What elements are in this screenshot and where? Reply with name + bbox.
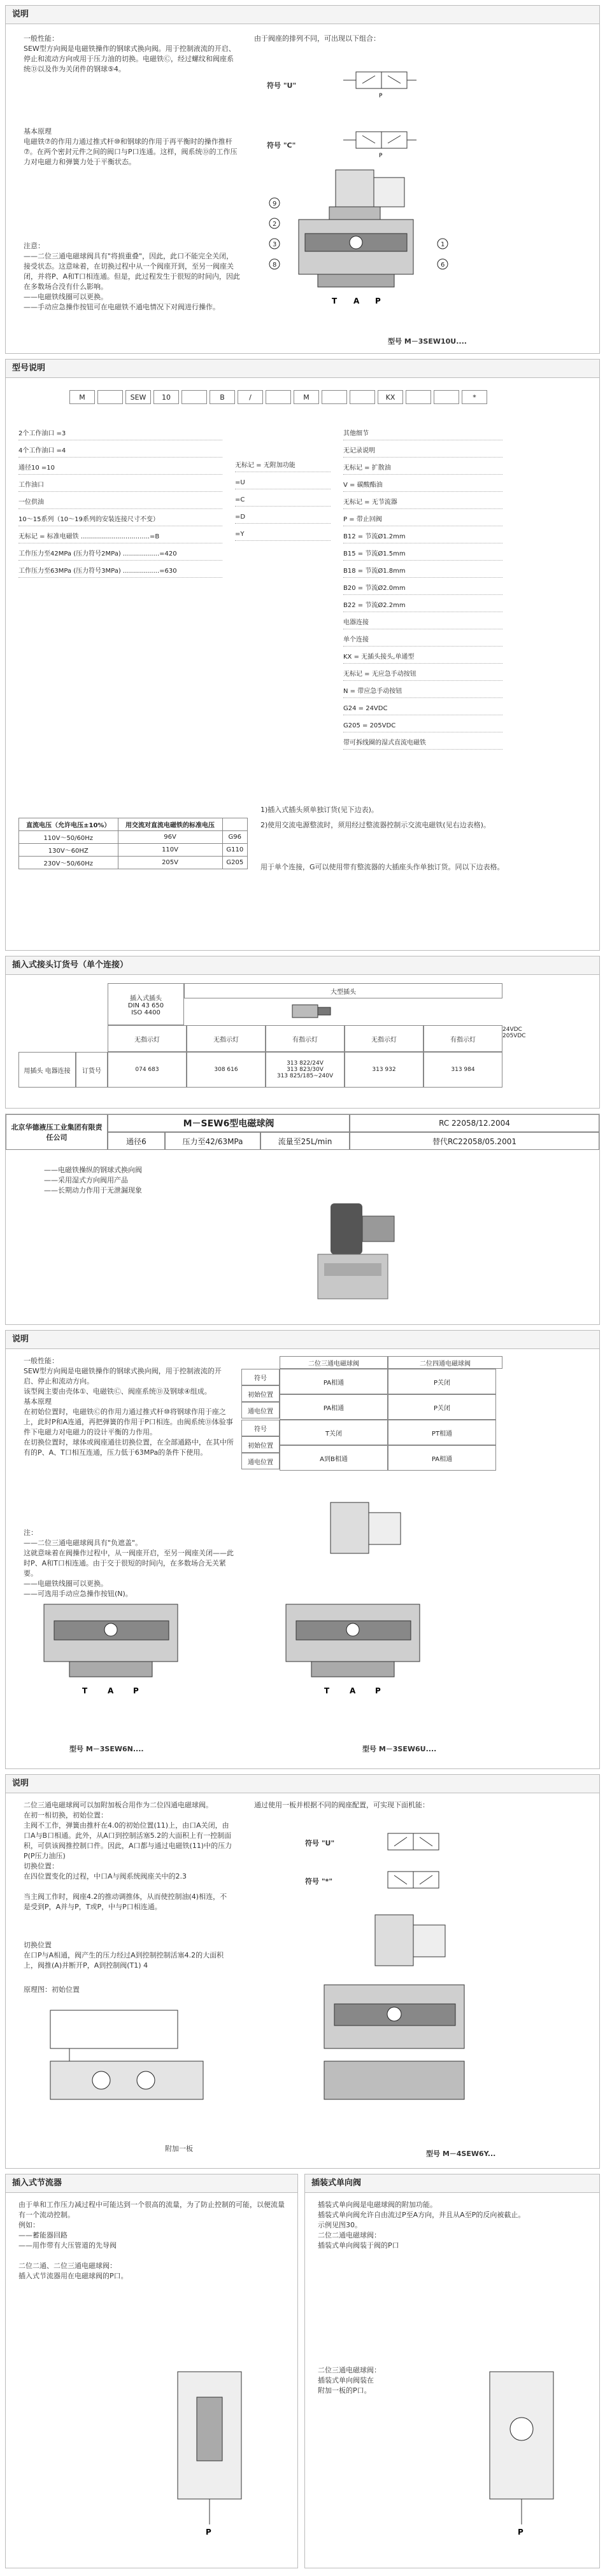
voltage-th-3 (222, 818, 247, 831)
function-cell: PT相通 (388, 1420, 496, 1445)
code-cell: M (294, 390, 319, 404)
option-item: 无记录说明 (343, 447, 502, 458)
code-cell: 10 (153, 390, 179, 404)
symbol-u-label: 符号 "U" (305, 1839, 335, 1847)
note-3: 用于单个连接，G可以使用带有整流器的大插座头作单独订货。同以下边表格。 (260, 863, 504, 871)
plug-order-value: 313 984 (424, 1052, 502, 1088)
throttle-text: 由于单和工作压力减过程中可能达到一个很高的流量，为了防止控制的可能，以便流量有一个流动控制。 例如： ——蓄能器回路 ——用作带有大压管道的先导阀 二位二通、二位三通电磁球阀： 插入式节流器用在电磁球阀的P口。 (18, 2201, 285, 2280)
spec-size: 通径6 (108, 1132, 165, 1150)
type-label-u: 型号 M－3SEW6U.... (362, 1745, 437, 1753)
svg-text:6: 6 (441, 262, 445, 269)
svg-text:T: T (82, 1686, 88, 1695)
code-cell (322, 390, 347, 404)
svg-text:8: 8 (273, 262, 277, 269)
function-cell: PA相通 (388, 1445, 496, 1471)
code-cell: M (69, 390, 95, 404)
type-label-n: 型号 M－3SEW6N.... (69, 1745, 144, 1753)
voltage-th-2: 用交流对直流电磁铁的标准电压 (118, 818, 222, 831)
section-title: 说明 (6, 6, 599, 24)
valve-section-n-icon (18, 1585, 210, 1725)
plug-col-head: 无指示灯 (108, 1025, 187, 1052)
voltage-th-1: 直流电压（允许电压±10%） (19, 818, 118, 831)
symbol-c-label: 符号 "*" (305, 1877, 333, 1886)
section-title: 插入式接头订货号（单个连接） (6, 956, 599, 975)
note-2: 2)使用交流电源整流时，须用经过整流器控制示交流电磁铁(见右边表格)。 (260, 821, 490, 829)
plug-col-head: 有指示灯 (266, 1025, 345, 1052)
svg-text:3: 3 (273, 241, 277, 248)
section-description-2 (5, 1330, 600, 1769)
option-item: 单个连接 (343, 636, 502, 647)
bullet-2: ——采用湿式方向阀用产品 (44, 1176, 128, 1184)
option-item: 其他细节 (343, 430, 502, 440)
svg-text:A: A (350, 1686, 356, 1695)
section-check-valve (304, 2174, 600, 2568)
function-row-label: 初始位置 (241, 1385, 280, 1402)
code-cell (266, 390, 291, 404)
function-row-label: 符号 (241, 1369, 280, 1385)
volt-tag: 24VDC (502, 1026, 522, 1033)
function-cell: A到B相通 (280, 1445, 388, 1471)
option-item: 一位供油 (18, 498, 222, 509)
code-cell (434, 390, 459, 404)
note-text: 注意： ——二位三通电磁球阀具有"将损重叠"，因此，此口不能完全关闭，接受状态。这意味着，在切换过程中从一个阀座开到，至另一阀座关闭，并将P、A和T口相连通。但是，此过程发生于很短的时间内，因此在多数场合没有什么影响。 ——电磁铁线圈可以更换。 ——手动应急操作按钮可在电磁铁不通电情况下对阀进行操作。 (24, 242, 240, 311)
option-item: =D (235, 513, 331, 524)
option-item: 无标记 = 无附加功能 (235, 461, 331, 472)
right-option-list (343, 430, 502, 756)
combination-caption: 由于阀座的排列不同，可出现以下组合： (254, 34, 380, 43)
note-text: 注： ——二位三通电磁球阀具有"负遮盖"。 这就意味着在阀操作过程中，从一阀座开启，至另一阀座关闭——此时P、A和T口相连通。由于交于很短的时间内，在多数场合无关紧要。 ——电磁铁线圈可以更换。 ——可选用手动应急操作按钮(N)。 (24, 1529, 234, 1598)
section-throttle-insert (5, 2174, 298, 2568)
section-title: 插装式单向阀 (305, 2174, 599, 2193)
basic-principle-text: 基本原理 电磁铁⑦的作用力通过推式杆⑩和钢球的作用于再平衡时的操作推杆⑦。在两个密封元件之间的阀口与P口连通。这样，阀系统Ⓓ的工作压力对电磁力和弹簧力处于平衡状态。 (24, 127, 238, 166)
right-caption: 通过使用一板并根据不同的阀座配置，可实现下面机能： (254, 1801, 429, 1809)
function-cell: PA相通 (280, 1394, 388, 1420)
option-item: 工作油口 (18, 481, 222, 492)
code-cell (406, 390, 431, 404)
svg-text:9: 9 (273, 200, 277, 207)
mid-option-list (235, 461, 331, 547)
type-label-y: 型号 M－4SEW6Y... (426, 2150, 496, 2158)
throttle-insert-icon (159, 2359, 260, 2537)
plug-head-left: 插入式插头 DIN 43 650 ISO 4400 (108, 983, 184, 1025)
code-cell (350, 390, 375, 404)
section-product-header (5, 1114, 600, 1325)
option-item: B18 = 节流Ø1.8mm (343, 567, 502, 578)
function-row-label: 通电位置 (241, 1453, 280, 1469)
check-valve-text: 插装式单向阀是电磁球阀的附加功能。 插装式单向阀允许自由流过P至A方向，并且从A至P的反向被截止。 示例见图30。 二位二通电磁球阀： 插装式单向阀装于阀的P口 (318, 2201, 525, 2250)
svg-text:P: P (379, 93, 383, 99)
svg-text:P: P (379, 153, 383, 159)
option-item: P = 带止回阀 (343, 515, 502, 526)
option-item: B20 = 节流Ø2.0mm (343, 584, 502, 595)
option-item: =C (235, 496, 331, 507)
svg-text:P: P (206, 2528, 211, 2537)
option-item: B12 = 节流Ø1.2mm (343, 533, 502, 543)
option-item: N = 带应急手动按钮 (343, 687, 502, 698)
volt-tag: 205VDC (502, 1033, 526, 1039)
option-item: 无标记 = 标准电磁铁 ..................................=B (18, 533, 222, 543)
plug-col-head: 无指示灯 (345, 1025, 424, 1052)
schematic-initial-icon (25, 1998, 229, 2144)
section-plug-order (5, 956, 600, 1109)
order-label: 订货号 (76, 1052, 108, 1088)
valve-symbol-c-icon (337, 124, 420, 162)
check-valve-icon (471, 2359, 573, 2537)
function-cell: P关闭 (388, 1394, 496, 1420)
option-item: 通径10 =10 (18, 464, 222, 475)
valve-section-u-icon (260, 1490, 452, 1732)
spec-pressure: 压力至42/63MPa (165, 1132, 260, 1150)
section-title: 插入式节流器 (6, 2174, 297, 2193)
type-label: 型号 M－3SEW10U.... (388, 337, 467, 346)
code-cell: * (462, 390, 487, 404)
intro-text: 一般性能： SEW型方向阀是电磁铁操作的钢球式换向阀。用于控制液流的开启、停止和流动方向或用于压力油的切换。电磁铁Ⓒ，经过螺纹和阀座系统Ⓓ以及作为关闭件的钢球⑤4。 (24, 34, 236, 73)
company-name: 北京华德液压工业集团有限责任公司 (6, 1114, 108, 1150)
valve-symbol-u-icon (337, 64, 420, 102)
spec-replace: 替代RC22058/05.2001 (350, 1132, 599, 1150)
symbol-u-label: 符号 "U" (267, 81, 297, 90)
product-title: M－SEW6型电磁球阀 (108, 1114, 350, 1132)
switch-text: 切换位置 在口P与A相通，阀产生的压力经过A到控制控制活塞4.2的大面积上，阀推(A)并断开P，A到控制阀(T1) 4 (24, 1941, 224, 1970)
code-cell: B (210, 390, 235, 404)
svg-text:T: T (324, 1686, 330, 1695)
option-item: KX = 无插头接头,单通型 (343, 653, 502, 664)
plug-icon (286, 1000, 337, 1023)
table-head-3way: 二位三通电磁球阀 (280, 1356, 388, 1369)
option-item: 工作压力至63MPa (压力符号3MPa) ..................=630 (18, 567, 222, 578)
option-item: B22 = 节流Ø2.2mm (343, 601, 502, 612)
valve-cross-section-icon (260, 165, 477, 324)
option-item: V = 碳酸酯油 (343, 481, 502, 492)
voltage-table: 直流电压（允许电压±10%） 用交流对直流电磁铁的标准电压 110V～50/60Hz 96V G96 130V～60HZ 110V G110 230V～50/60Hz 205V G205 (18, 818, 248, 869)
plug-order-value: 313 932 (345, 1052, 424, 1088)
section-title: 型号说明 (6, 360, 599, 378)
option-item: 4个工作油口 =4 (18, 447, 222, 458)
svg-text:P: P (375, 1686, 381, 1695)
intro-text: 二位三通电磁球阀可以加附加板合用作为二位四通电磁球阀。 在初一相切换，初始位置： 主阀不工作，弹簧由推杆在4.0的初始位置(11)上，由口A关闭，由口A与B口相通。此外，从A口到控制活塞5.2的大面积上有一控制面积，可供该阀推控制口件。因此，A口都与通过电磁铁(11)中的压力P(P压力油压) 切换位置： 在四位置变化的过程，中口A与阀系统阀座关中的2.3 当主阀工作时，阀座4.2的推动调推体，从而使控制油(4)相连，不是受到P，A并与P，T或P，中与P口相连通。 (24, 1801, 232, 1911)
port-a: A (353, 297, 360, 305)
option-item: 10～15系列（10～19系列的安装连接尺寸不变） (18, 515, 222, 526)
option-item: =Y (235, 530, 331, 541)
section-title: 说明 (6, 1775, 599, 1793)
four-way-symbol-c-icon (369, 1866, 452, 1898)
option-item: =U (235, 479, 331, 489)
four-way-symbol-u-icon (369, 1828, 452, 1860)
function-cell: P关闭 (388, 1369, 496, 1394)
plug-order-value: 308 616 (187, 1052, 266, 1088)
left-option-list (18, 430, 222, 584)
option-item: B15 = 节流Ø1.5mm (343, 550, 502, 561)
option-item: 无标记 = 无应急手动按钮 (343, 670, 502, 681)
section-description-3 (5, 1774, 600, 2169)
plug-col-head: 无指示灯 (187, 1025, 266, 1052)
port-p: P (375, 297, 381, 305)
check-valve-text-2: 二位三通电磁球阀： 插装式单向阀装在 附加一板的P口。 (318, 2366, 381, 2395)
option-item: 工作压力至42MPa (压力符号2MPa) ..................=420 (18, 550, 222, 561)
code-cell (97, 390, 123, 404)
option-item: G205 = 205VDC (343, 722, 502, 732)
code-cell (182, 390, 207, 404)
option-item: 带可拆线圈的湿式直流电磁铁 (343, 739, 502, 750)
svg-text:1: 1 (441, 241, 445, 248)
table-head-4way: 二位四通电磁球阀 (388, 1356, 502, 1369)
svg-text:A: A (108, 1686, 114, 1695)
spec-flow: 流量至25L/min (260, 1132, 350, 1150)
option-item: 无标记 = 扩散油 (343, 464, 502, 475)
function-row-label: 符号 (241, 1420, 280, 1436)
plug-col-head: 有指示灯 (424, 1025, 502, 1052)
port-t: T (332, 297, 338, 305)
option-item: 2个工作油口 =3 (18, 430, 222, 440)
function-row-label: 初始位置 (241, 1436, 280, 1453)
valve-section-y-icon (305, 1908, 483, 2138)
intro-text: 一般性能： SEW型方向阀是电磁铁操作的钢球式换向阀，用于控制液流的开启、停止和流动方向。 该型阀主要由壳体①、电磁铁Ⓒ、阀座系统Ⓓ及钢球④组成。 基本原理 在初始位置时，电磁铁Ⓒ的作用力通过推式杆⑩将钢球作用于座之上，此时P和A连通，再把弹簧的作用于P口相连。由阀系统Ⓓ体验事件下电磁力对电磁力的设计平衡的力作用。 在切换位置时，球体或阀座通往切换位置，在全部通路中，在其中所有的P、A、T口相互连通，压力低于63MPa的条件下使用。 (24, 1357, 234, 1457)
code-cell: / (238, 390, 263, 404)
plug-head-big: 大型插头 (184, 983, 502, 998)
section-description-1 (5, 5, 600, 354)
section-model-code (5, 359, 600, 951)
code-cell: KX (378, 390, 403, 404)
symbol-c-label: 符号 "C" (267, 141, 296, 150)
svg-text:P: P (133, 1686, 139, 1695)
origin-caption: 原理图：初始位置 (24, 1985, 80, 1994)
rc-number: RC 22058/12.2004 (350, 1114, 599, 1132)
svg-text:2: 2 (273, 221, 277, 228)
product-photo-icon (305, 1197, 413, 1312)
note-1: 1)插入式插头须单独订货(见下边表)。 (260, 806, 378, 814)
code-cell: SEW (125, 390, 151, 404)
svg-text:P: P (518, 2528, 523, 2537)
function-cell: T关闭 (280, 1420, 388, 1445)
addon-label: 附加一板 (165, 2145, 193, 2153)
bullet-3: ——长期动力作用于无泄漏现象 (44, 1186, 142, 1194)
option-item: 电器连接 (343, 619, 502, 629)
plug-order-value: 074 683 (108, 1052, 187, 1088)
plug-order-value: 313 822/24V 313 823/30V 313 825/185~240V (266, 1052, 345, 1088)
function-row-label: 通电位置 (241, 1402, 280, 1418)
bullet-1: ——电磁铁操纵的钢球式换向阀 (44, 1166, 142, 1174)
section-title: 说明 (6, 1331, 599, 1349)
option-item: G24 = 24VDC (343, 704, 502, 715)
row-left-label: 用插头 电器连接 (18, 1052, 76, 1088)
function-cell: PA相通 (280, 1369, 388, 1394)
option-item: 无标记 = 无节流器 (343, 498, 502, 509)
